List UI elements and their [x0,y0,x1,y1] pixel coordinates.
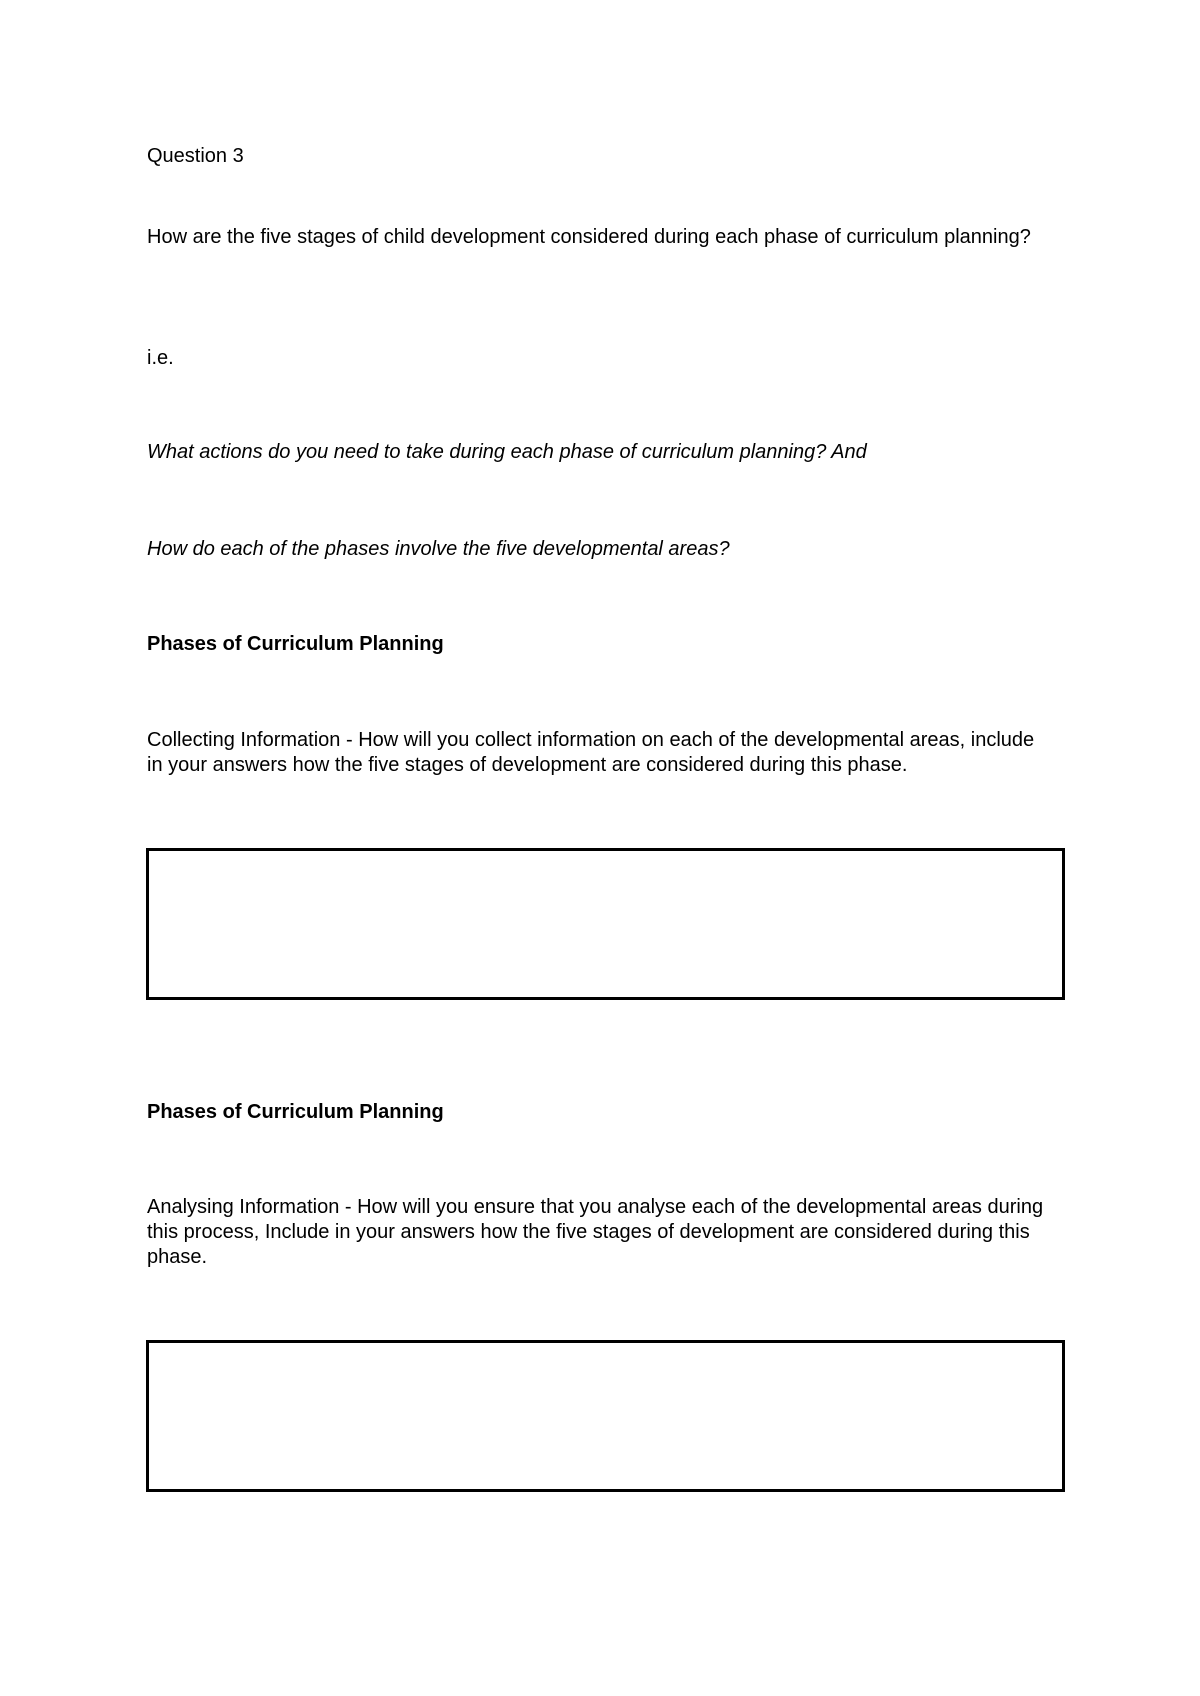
section-2-heading: Phases of Curriculum Planning [147,1101,444,1123]
section-1-question: Collecting Information - How will you collect information on each of the developmental areas, include in your answers how the five stages of development are considered during this phase. [147,729,1035,776]
prompt-developmental-areas: How do each of the phases involve the five developmental areas? [147,538,730,560]
ie-label: i.e. [147,347,174,369]
question-heading: Question 3 [147,145,244,167]
section-2-question: Analysing Information - How will you ensure that you analyse each of the developmental areas during this process, Include in your answers how the five stages of development are considered during this phase. [147,1196,1044,1268]
section-2-answer-box[interactable] [146,1340,1065,1492]
section-1-answer-box[interactable] [146,848,1065,1000]
section-1-heading: Phases of Curriculum Planning [147,633,444,655]
main-question: How are the five stages of child development considered during each phase of curriculum planning? [147,226,1031,248]
prompt-actions: What actions do you need to take during each phase of curriculum planning? And [147,441,867,463]
